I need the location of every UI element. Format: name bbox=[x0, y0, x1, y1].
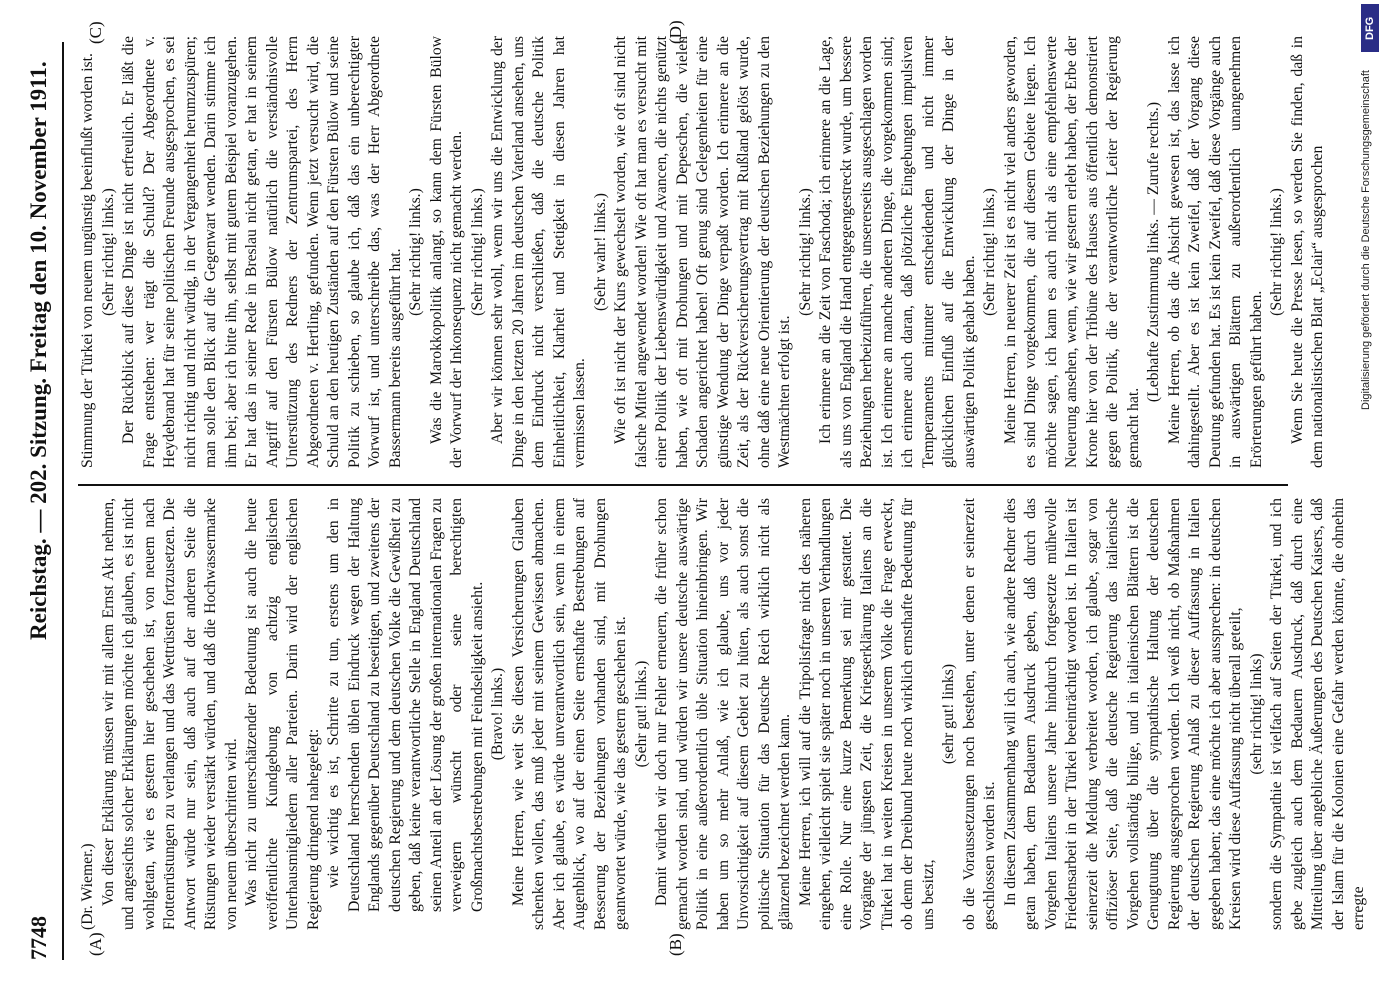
interjection: (Sehr wahr! links.) bbox=[591, 192, 609, 312]
quote-paragraph: wie wichtig es ist, Schritte zu tun, erstens um den in Deutschland herrschenden üblen Eindruck wegen der Haltung Englands gegenüber Deutschland zu beseitigen, und zweitens der deutschen Regierung und dem deutschen Volke die Gewißheit zu geben, daß keine verantwortliche Stelle in England Deutschland seinen Anteil an der Lösung der großen internationalen Fragen zu verweigern wünscht oder seine berechtigten Großmachtsbestrebungen mit Feindseligkeit ansieht. bbox=[325, 498, 486, 912]
paragraph: Wenn Sie heute die Presse lesen, so werden Sie finden, daß in dem nationalistischen Blatt „Eclair“ ausgesprochen bbox=[1288, 36, 1326, 468]
speaker-tag: (Dr. Wiemer.) bbox=[79, 843, 96, 930]
paragraph: Damit würden wir doch nur Fehler erneuern, die früher schon gemacht worden sind, und würden wir unsere deutsche auswärtige Politik in eine außerordentlich üble Situation hineinbringen. Wir haben um so mehr Anlaß, wie ich glaube, uns vor jeder Unvorsichtigkeit auf diesem Gebiet zu hüten, als auch sonst die politische Situation für das Deutsche Reich wirklich nicht als glänzend bezeichnet werden kann. bbox=[653, 498, 793, 930]
paragraph: Ich erinnere an die Zeit von Faschoda; ich erinnere an die Lage, als uns von England die Hand entgegengestreckt wurde, um bessere Beziehungen herbeizuführen, die unsererseits ausgeschlagen worden ist. Ich erinnere an manche anderen Dinge, die vorgekommen sind; ich erinnere auch daran, daß plötzliche Eingebungen impulsiven Temperaments mitunter entscheidenden und nicht immer glücklichen Einfluß auf die Entwicklung der Dinge in der auswärtigen Politik gehabt haben. bbox=[817, 36, 978, 468]
paragraph: Der Rückblick auf diese Dinge ist nicht erfreulich. Er läßt die Frage entstehen: wer trägt die Schuld? Der Abgeordnete v. Heydebrand hat für seine politischen Freunde ausgesprochen, es sei nicht richtig und nicht würdig, in der Vergangenheit herumzuspüren; man solle den Blick auf die Gegenwart wenden. Darin stimme ich ihm bei; aber ich bitte ihn, selbst mit gutem Beispiel voranzugehen. Er hat das in seiner Rede in Breslau nicht getan, er hat in seinem Angriff auf den Fürsten Bülow natürlich die verständnisvolle Unterstützung des Redners der Zentrumspartei, des Herrn Abgeordneten v. Hertling, gefunden. Wenn jetzt versucht wird, die Schuld an den heutigen Zuständen auf den Fürsten Bülow und seine Politik zu schieben, so glaube ich, daß das ein unberechtigter Vorwurf ist, und unterschreibe das, was der Herr Abgeordnete Bassermann bereits ausgeführt hat. bbox=[120, 36, 404, 468]
digitization-credit: Digitalisierung gefördert durch die Deutsche Forschungsgemeinschaft bbox=[1360, 70, 1372, 410]
right-column bbox=[78, 36, 1329, 468]
page-header bbox=[22, 42, 64, 960]
interjection: (sehr gut! links) bbox=[940, 663, 957, 765]
interjection: (sehr richtig! links) bbox=[1247, 653, 1265, 775]
paragraph: Meine Herren, ich will auf die Tripolisfrage nicht des näheren eingehen, vielleicht spielt sie später noch in unseren Verhandlungen eine Rolle. Nur eine kurze Bemerkung sei mir gestattet. Die Vorgänge der jüngsten Zeit, die Kriegserklärung Italiens an die Türkei hat in weiten Kreisen in unserem Volke die Frage erweckt, ob denn der Dreibund heute noch wirklich ernsthafte Bedeutung für uns besitzt, bbox=[796, 498, 937, 930]
margin-mark-d: (D) bbox=[666, 20, 685, 44]
paragraph: Was nicht zu unterschätzender Bedeutung ist auch die heute veröffentlichte Kundgebung von achtzig englischen Unterhausmitgliedern aller Parteien. Darin wird der englischen Regierung dringend nahegelegt: bbox=[243, 498, 322, 930]
paragraph: sondern die Sympathie ist vielfach auf Seiten der Türkei, und ich gebe zugleich auch dem Bedauern Ausdruck, daß durch eine Mitteilung über angebliche Äußerungen des Deutschen Kaisers, daß der Islam für die Kolonien eine Gefahr werden könnte, die ohnehin erregte bbox=[1268, 498, 1367, 930]
interjection: (Sehr richtig! links.) bbox=[407, 188, 424, 316]
page-number: 7748 bbox=[26, 916, 51, 960]
digitization-sidebar bbox=[1357, 0, 1383, 1000]
paragraph: Aber wir können sehr wohl, wenn wir uns die Entwicklung der Dinge in den letzten 20 Jahren im deutschen Vaterland ansehen, uns dem Eindruck nicht verschließen, daß die deutsche Politik Einheitlichkeit, Klarheit und Stetigkeit in diesen Jahren hat vermissen lassen. bbox=[489, 36, 588, 468]
paragraph: Was die Marokkopolitik anlangt, so kann dem Fürsten Bülow der Vorwurf der Inkonsequenz nicht gemacht werden. bbox=[427, 36, 465, 468]
paragraph: Stimmung der Türkei von neuem ungünstig beeinflußt worden ist. bbox=[79, 53, 96, 468]
interjection: (Bravo! links.) bbox=[489, 667, 506, 761]
paragraph: Wie oft ist nicht der Kurs gewechselt worden, wie oft sind nicht falsche Mittel angewendet worden! Wie oft hat man es versucht mit einer Politik der Liebenswürdigkeit und Avancen, die nichts genützt haben, wie oft mit Drohungen und mit Depeschen, die vielen Schaden angerichtet haben! Oft genug sind Gelegenheiten für eine günstige Wendung der Dinge verpaßt worden. Ich erinnere an die Zeit, als der Rückversicherungsvertrag mit Rußland gelöst wurde, ohne daß eine neue Orientierung der deutschen Beziehungen zu den Westmächten erfolgt ist. bbox=[612, 36, 793, 468]
paragraph: Meine Herren, ob das die Absicht gewesen ist, das lasse ich dahingestellt. Aber es ist kein Zweifel, daß der Vorgang diese Deutung gefunden hat. Es ist kein Zweifel, daß diese Vorgänge auch in auswärtigen Blättern zu außerordentlich unangenehmen Erörterungen geführt haben. bbox=[1165, 36, 1265, 468]
column-divider bbox=[78, 485, 1288, 487]
interjection: (Sehr richtig! links.) bbox=[981, 188, 998, 316]
left-column bbox=[78, 498, 1370, 930]
interjection: (Sehr richtig! links.) bbox=[468, 188, 486, 316]
margin-mark-c: (C) bbox=[86, 21, 105, 44]
paragraph: Von dieser Erklärung müssen wir mit allem Ernst Akt nehmen, und angesichts solcher Erklärungen möchte ich glauben, es ist nicht wohlgetan, wie es gestern hier geschehen ist, von neuem nach Flottenrüstungen zu verlangen und das Wettrüsten fortzusetzen. Die Antwort würde nur sein, daß auch auf der anderen Seite die Rüstungen wieder verstärkt würden, und daß die Hochwassermarke von neuem überschritten wird. bbox=[99, 498, 240, 930]
paragraph: ob die Voraussetzungen noch bestehen, unter denen er seinerzeit geschlossen worden ist. bbox=[960, 498, 998, 930]
interjection: (Sehr richtig! links.) bbox=[1268, 188, 1285, 316]
paragraph: Meine Herren, in neuerer Zeit ist es nicht viel anders geworden, es sind Dinge vorgekommen, die auf diesem Gebiete liegen. Ich möchte sagen, ich kann es auch nicht als eine empfehlenswerte Neuerung ansehen, wenn, wie wir gestern erlebt haben, der Erbe der Krone hier von der Tribüne des Hauses aus öffentlich demonstriert gegen die Politik, die der verantwortliche Leiter der Regierung gemacht hat. bbox=[1001, 36, 1142, 468]
paragraph: In diesem Zusammenhang will ich auch, wie andere Redner dies getan haben, dem Bedauern Ausdruck geben, daß durch das Vorgehen Italiens unsere Jahre hindurch fortgesetzte mühevolle Friedensarbeit in der Türkei beeinträchtigt worden ist. In Italien ist seinerzeit die Meldung verbreitet worden, ich glaube, sogar von offiziöser Seite, daß die deutsche Regierung das italienische Vorgehen vollständig billige, und in italienischen Blättern ist die Genugtuung über die sympathische Haltung der deutschen Regierung ausgesprochen worden. Ich weiß nicht, ob Maßnahmen der deutschen Regierung Anlaß zu dieser Auffassung in Italien gegeben haben; das eine möchte ich aber aussprechen: in deutschen Kreisen wird diese Auffassung nicht überall geteilt, bbox=[1001, 498, 1244, 930]
dfg-logo: DFG bbox=[1361, 4, 1379, 52]
paragraph: Meine Herren, wie weit Sie diesen Versicherungen Glauben schenken wollen, das muß jeder mit seinem Gewissen abmachen. Aber ich glaube, es würde unverantwortlich sein, wenn in einem Augenblick, wo auf der einen Seite ernsthafte Bestrebungen auf Besserung der Beziehungen vorhanden sind, mit Drohungen geantwortet würde, wie das gestern geschehen ist. bbox=[509, 498, 629, 930]
interjection: (Sehr gut! links.) bbox=[632, 660, 650, 768]
page-title: Reichstag. — 202. Sitzung. Freitag den 10. November 1911. bbox=[26, 61, 51, 640]
interjection: (Lebhafte Zustimmung links. — Zurufe rechts.) bbox=[1145, 101, 1162, 403]
interjection: (Sehr richtig! links.) bbox=[99, 188, 117, 316]
margin-mark-b: (B) bbox=[666, 933, 685, 956]
interjection: (Sehr richtig! links.) bbox=[796, 188, 814, 316]
margin-mark-a: (A) bbox=[86, 932, 105, 956]
